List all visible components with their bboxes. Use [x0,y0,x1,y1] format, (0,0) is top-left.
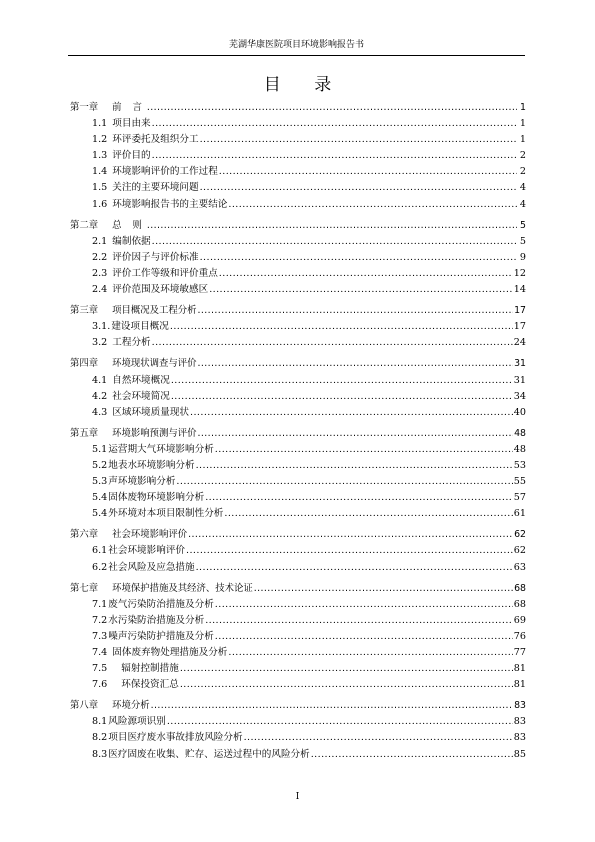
toc-entry-page: 48 [514,427,526,439]
toc-leader-dots [147,100,517,116]
toc-leader-dots [152,335,513,351]
toc-chapter-entry[interactable] [70,698,526,714]
toc-leader-dots [228,645,512,661]
toc-section-entry[interactable] [70,180,526,196]
toc-entry-number: 3.1. [92,321,111,333]
toc-entry-title: 环境分析 [112,700,150,712]
toc-section-entry[interactable] [70,335,526,351]
toc-section-entry[interactable] [70,730,526,746]
toc-entry-title: 噪声污染防护措施及分析 [108,630,214,642]
toc-entry-page: 34 [513,390,526,402]
toc-section-entry[interactable] [70,490,526,506]
toc-leader-dots [215,629,513,645]
toc-leader-dots [188,527,513,543]
toc-entry-title: 评价工作等级和评价重点 [112,267,218,279]
toc-chapter-entry[interactable] [70,527,526,543]
toc-section-entry[interactable] [70,645,526,661]
toc-chapter-entry[interactable] [70,100,526,116]
toc-section-entry[interactable] [70,613,526,629]
toc-entry-page: 61 [513,508,526,520]
toc-entry-title: 风险源项识别 [108,716,166,728]
toc-entry-number: 第六章 [70,529,99,541]
toc-leader-dots [198,356,514,372]
toc-entry-number: 5.4 [92,508,108,520]
toc-entry-number: 1.3 [92,150,108,162]
toc-entry-number: 7.1 [92,598,108,610]
toc-entry-page: 5 [519,235,526,247]
toc-entry-title: 社会环境影响评价 [112,529,188,541]
toc-entry-title: 项目医疗废水事故排放风险分析 [108,732,243,744]
toc-entry-title: 环保投资汇总 [121,679,179,691]
toc-entry-page: 76 [513,630,526,642]
toc-leader-dots [254,581,513,597]
toc-entry-page: 12 [513,267,526,279]
toc-entry-page: 2 [519,166,526,178]
toc-entry-title: 社会环境简况 [112,390,170,402]
toc-entry-page: 1 [519,118,526,130]
toc-entry-page: 2 [519,150,526,162]
toc-entry-title: 环评委托及组织分工 [112,134,199,146]
toc-entry-number: 4.1 [92,374,108,386]
toc-entry-page: 31 [514,358,526,370]
toc-leader-dots [205,490,513,506]
toc-entry-page: 14 [513,284,526,296]
toc-section-entry[interactable] [70,629,526,645]
toc-entry-number: 4.3 [92,406,108,418]
toc-leader-dots [200,250,517,266]
toc-entry-page: 83 [513,716,526,728]
toc-entry-number: 3.2 [92,337,108,349]
toc-entry-title: 外环境对本项目限制性分析 [108,508,224,520]
toc-entry-title: 区域环境质量现状 [112,406,190,418]
toc-entry-number: 2.3 [92,267,108,279]
toc-entry-title: 建设项目概况 [111,321,169,333]
toc-entry-number: 7.3 [92,630,108,642]
toc-section-entry[interactable] [70,747,526,763]
toc-entry-number: 第一章 [70,102,99,113]
toc-leader-dots [215,597,513,613]
toc-leader-dots [186,543,513,559]
toc-chapter-entry[interactable] [70,218,526,234]
toc-entry-page: 68 [513,598,526,610]
toc-entry-title: 辐射控制措施 [121,663,179,675]
toc-entry-title: 环境影响评价的工作过程 [112,166,218,178]
toc-section-entry[interactable] [70,442,526,458]
toc-section-entry[interactable] [70,164,526,180]
toc-entry-number: 第八章 [70,700,99,712]
toc-entry-title: 编制依据 [112,235,151,247]
toc-entry-number: 8.2 [92,732,108,744]
toc-leader-dots [170,319,513,335]
toc-entry-page: 77 [513,647,526,658]
toc-section-entry[interactable] [70,474,526,490]
toc-entry-title: 项目概况及工程分析 [112,305,197,317]
toc-entry-number: 7.6 [92,679,108,691]
toc-leader-dots [180,661,513,677]
toc-chapter-entry[interactable] [70,356,526,372]
toc-entry-page: 1 [520,102,526,113]
toc-entry-title: 医疗固废在收集、贮存、运送过程中的风险分析 [108,748,310,760]
toc-entry-title: 社会环境影响评价 [108,545,186,557]
toc-entry-page: 83 [514,700,526,712]
toc-leader-dots [171,389,513,405]
toc-chapter-entry[interactable] [70,303,526,319]
toc-entry-title: 前 言 [112,102,146,113]
toc-section-entry[interactable] [70,560,526,576]
toc-entry-page: 4 [519,182,526,194]
toc-leader-dots [151,698,513,714]
toc-entry-title: 社会风险及应急措施 [108,561,195,573]
toc-section-entry[interactable] [70,677,526,693]
toc-entry-title: 运营期大气环境影响分析 [108,443,214,455]
toc-leader-dots [180,677,513,693]
toc-entry-title: 地表水环境影响分析 [108,459,195,471]
toc-entry-page: 69 [513,614,526,626]
toc-entry-number: 第七章 [70,582,99,594]
toc-leader-dots [219,164,517,180]
toc-entry-title: 评价范围及环境敏感区 [112,284,209,296]
page-number: I [295,792,300,802]
toc-entry-title: 环境影响预测与评价 [112,427,197,439]
toc-entry-number: 5.2 [92,459,108,471]
toc-leader-dots [215,442,513,458]
toc-entry-number: 2.4 [92,284,108,296]
toc-entry-number: 第二章 [70,219,99,231]
toc-entry-page: 53 [513,459,526,471]
toc-entry-page: 9 [519,251,526,263]
toc-section-entry[interactable] [70,266,526,282]
toc-entry-title: 环境影响报告书的主要结论 [112,198,228,210]
toc-entry-page: 63 [513,561,526,573]
toc-entry-number: 4.2 [92,390,108,402]
toc-entry-number: 8.1 [92,716,108,728]
toc-entry-number: 7.4 [92,647,108,658]
toc-leader-dots [152,116,517,132]
toc-section-entry[interactable] [70,148,526,164]
toc-section-entry[interactable] [70,116,526,132]
toc-entry-page: 57 [513,492,526,504]
toc-entry-page: 40 [513,406,526,418]
toc-leader-dots [219,266,513,282]
toc-entry-title: 环境现状调查与评价 [112,358,197,370]
toc-entry-title: 声环境影响分析 [108,476,176,488]
page-title: 目 录 [263,75,346,95]
toc-entry-number: 7.2 [92,614,108,626]
toc-entry-number: 5.4 [92,492,108,504]
toc-leader-dots [244,730,513,746]
toc-entry-number: 6.2 [92,561,108,573]
toc-entry-page: 81 [513,663,526,675]
toc-leader-dots [209,282,513,298]
toc-section-entry[interactable] [70,543,526,559]
toc-entry-page: 62 [514,529,526,541]
toc-entry-number: 1.2 [92,134,108,146]
toc-leader-dots [190,405,513,421]
toc-section-entry[interactable] [70,197,526,213]
toc-chapter-entry[interactable] [70,581,526,597]
toc-leader-dots [152,148,517,164]
toc-entry-page: 24 [513,337,526,349]
toc-entry-number: 1.1 [92,118,108,130]
toc-entry-page: 17 [514,305,526,317]
toc-leader-dots [200,132,517,148]
toc-leader-dots [147,218,517,234]
toc-leader-dots [224,506,512,522]
toc-leader-dots [176,474,512,490]
toc-entry-number: 6.1 [92,545,108,557]
toc-entry-number: 5.1 [92,443,108,455]
toc-entry-number: 8.3 [92,748,108,760]
toc-entry-title: 评价目的 [112,150,151,162]
toc-leader-dots [152,234,517,250]
toc-entry-title: 环境保护措施及其经济、技术论证 [112,582,253,594]
toc-entry-number: 2.2 [92,251,108,263]
toc-entry-number: 第三章 [70,305,99,317]
toc-leader-dots [196,458,513,474]
toc-entry-number: 7.5 [92,663,108,675]
toc-entry-title: 工程分析 [112,337,151,349]
toc-entry-number: 2.1 [92,235,108,247]
toc-section-entry[interactable] [70,506,526,522]
toc-entry-page: 31 [513,374,526,386]
table-of-contents [70,100,526,763]
toc-leader-dots [200,180,517,196]
toc-entry-page: 83 [513,732,526,744]
toc-leader-dots [198,303,514,319]
toc-entry-title: 废气污染防治措施及分析 [108,598,214,610]
toc-entry-page: 68 [514,582,526,594]
toc-entry-number: 第四章 [70,358,99,370]
toc-chapter-entry[interactable] [70,426,526,442]
running-header: 芜湖华康医院项目环境影响报告书 [68,37,525,56]
toc-section-entry[interactable] [70,234,526,250]
toc-entry-number: 第五章 [70,427,99,439]
toc-entry-number: 1.5 [92,182,108,194]
toc-entry-page: 17 [513,321,526,333]
toc-leader-dots [167,714,513,730]
toc-entry-page: 55 [513,476,526,488]
toc-section-entry[interactable] [70,597,526,613]
toc-section-entry[interactable] [70,132,526,148]
toc-entry-title: 水污染防治措施及分析 [108,614,205,626]
toc-entry-page: 62 [513,545,526,557]
toc-entry-page: 48 [513,443,526,455]
toc-entry-number: 1.4 [92,166,108,178]
toc-leader-dots [198,426,514,442]
toc-entry-number: 1.6 [92,198,108,210]
toc-section-entry[interactable] [70,282,526,298]
toc-entry-page: 85 [513,748,526,760]
toc-entry-title: 总 则 [112,219,146,231]
toc-section-entry[interactable] [70,250,526,266]
toc-entry-page: 1 [519,134,526,146]
toc-section-entry[interactable] [70,389,526,405]
toc-entry-title: 关注的主要环境问题 [112,182,199,194]
toc-entry-title: 项目由来 [112,118,151,130]
toc-section-entry[interactable] [70,714,526,730]
toc-entry-number: 5.3 [92,476,108,488]
toc-section-entry[interactable] [70,661,526,677]
toc-leader-dots [311,747,513,763]
toc-section-entry[interactable] [70,405,526,421]
toc-entry-page: 4 [519,198,526,210]
toc-entry-page: 81 [513,679,526,691]
toc-entry-title: 评价因子与评价标准 [112,251,199,263]
toc-leader-dots [171,373,513,389]
toc-leader-dots [205,613,513,629]
toc-entry-page: 5 [520,219,526,231]
toc-leader-dots [196,560,513,576]
toc-entry-title: 自然环境概况 [112,374,170,386]
toc-section-entry[interactable] [70,319,526,335]
toc-entry-title: 固体废弃物处理措施及分析 [112,647,228,658]
toc-section-entry[interactable] [70,373,526,389]
toc-leader-dots [228,197,517,213]
toc-section-entry[interactable] [70,458,526,474]
toc-entry-title: 固体废物环境影响分析 [108,492,205,504]
